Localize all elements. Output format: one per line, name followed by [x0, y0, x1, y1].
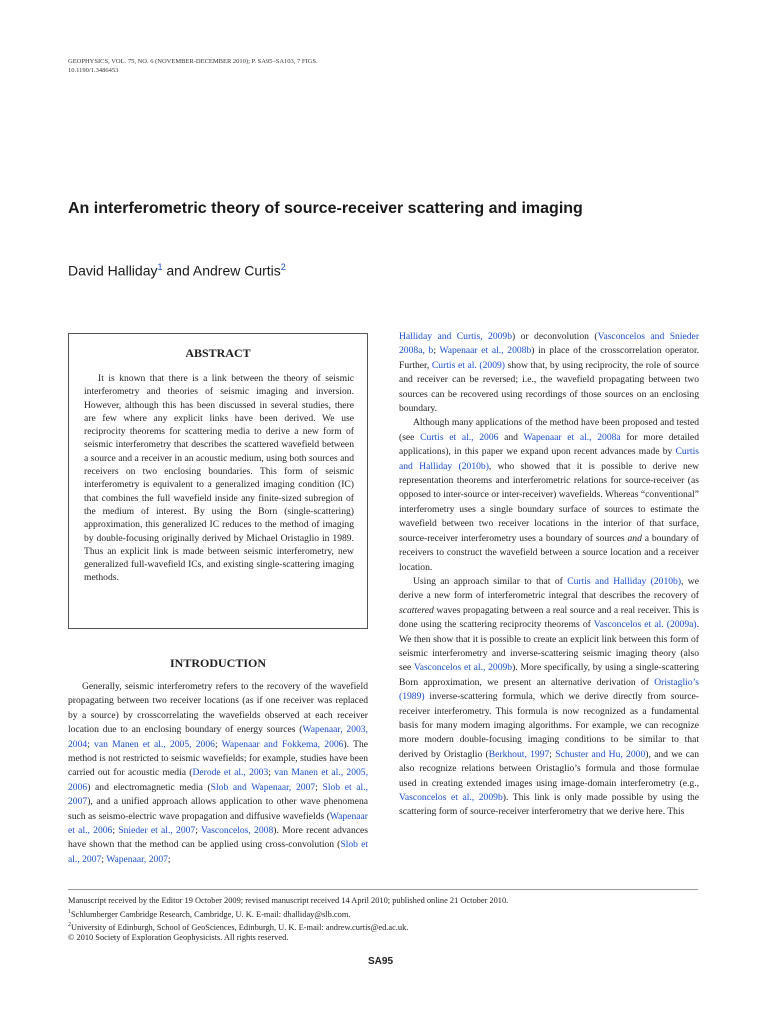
introduction-heading: INTRODUCTION: [169, 656, 266, 670]
citation-link[interactable]: Schuster and Hu, 2000: [555, 748, 646, 760]
emphasis-text: scattered: [399, 604, 434, 616]
affiliation-2-text: University of Edinburgh, School of GeoSciences, Edinburgh, U. K. E-mail: andrew.curtis@ed.ac.uk.: [71, 922, 409, 932]
citation-link[interactable]: van Manen et al., 2005, 2006: [94, 738, 215, 750]
citation-link[interactable]: Wapenaar, 2003, 2004: [68, 724, 369, 750]
citation-link[interactable]: Vasconcelos et al., 2009b: [413, 662, 513, 674]
citation-link[interactable]: Slob and Wapenaar, 2007: [210, 781, 316, 793]
emphasis-text: and: [627, 532, 642, 544]
intro-paragraph-continued: Halliday and Curtis, 2009b) or deconvolution (Vasconcelos and Snieder 2008a, b; Wapenaar et al., 2008b) in place of the crosscorrelation operator. Further, Curtis et al. (2009) show that, by using reciprocity, the role of source and receiver can be reversed; i.e., the wavefield propagating between two sources can be recovered using recordings of those sources on an enclosing boundary.: [399, 331, 700, 415]
citation-link[interactable]: Vasconcelos et al. (2009a): [593, 619, 697, 631]
citation-link[interactable]: Slob et al., 2007: [68, 781, 368, 808]
doi-line: 10.1190/1.3486453: [68, 67, 119, 74]
citation-link[interactable]: Halliday and Curtis, 2009b: [399, 331, 513, 342]
author-2: Andrew Curtis: [192, 262, 281, 279]
affiliation-2: [68, 920, 508, 933]
paper-title: An interferometric theory of source-receiver scattering and imaging: [68, 200, 583, 217]
citation-link[interactable]: Wapenaar et al., 2008a: [523, 431, 621, 443]
author-1-affiliation-mark[interactable]: 1: [157, 262, 163, 272]
citation-link[interactable]: Curtis and Halliday (2010b): [399, 446, 699, 472]
author-1: David Halliday: [68, 262, 158, 279]
abstract-heading: ABSTRACT: [185, 346, 251, 360]
journal-citation-line: GEOPHYSICS, VOL. 75, NO. 6 (NOVEMBER-DECEMBER 2010); P. SA95–SA103, 7 FIGS.: [68, 58, 318, 65]
citation-link[interactable]: Berkhout, 1997: [488, 748, 550, 760]
citation-link[interactable]: Slob et al., 2007: [68, 839, 368, 865]
affiliation-1: [68, 907, 508, 920]
citation-link[interactable]: Wapenaar, 2007: [106, 853, 168, 865]
citation-link[interactable]: van Manen et al., 2005, 2006: [68, 767, 368, 793]
intro-paragraph-3: Using an approach similar to that of Curtis and Halliday (2010b), we derive a new form of interferometric integral that describes the recovery of scattered waves propagating between a real source and a real receiver. This is done using the scattering reciprocity theorems of Vasconcelos et al. (2009a). We then show that it is possible to create an explicit link between this form of seismic interferometry and inverse-scattering seismic imaging theory (also see Vasconcelos et al., 2009b). More specifically, by using a single-scattering Born approximation, we present an alternative derivation of Oristaglio’s (1989) inverse-scattering formula, which we derive directly from source-receiver interferometry. This formula is now recognized as a fundamental basis for many modern imaging algorithms. For example, we can recognize more modern double-focusing imaging conditions to be similar to that derived by Oristaglio (Berkhout, 1997; Schuster and Hu, 2000), and we can also recognize relations between Oristaglio’s formula and those formulae used in creating extended images using image-domain interferometry (e.g., Vasconcelos et al., 2009b). This link is only made possible by using the scattering form of source-receiver interferometry that we derive here. This: [399, 575, 700, 818]
citation-link[interactable]: Wapenaar and Fokkema, 2006: [221, 738, 344, 750]
author-2-affiliation-mark[interactable]: 2: [280, 262, 286, 272]
citation-link[interactable]: Vasconcelos and Snieder 2008a, b: [399, 331, 700, 357]
page-number: SA95: [368, 956, 394, 967]
citation-link[interactable]: Oristaglio’s (1989): [399, 676, 699, 703]
manuscript-received-note: Manuscript received by the Editor 19 October 2009; revised manuscript received 14 April 2010; published online 21 October 2010.: [68, 896, 509, 905]
author-conjunction: and: [162, 262, 193, 279]
citation-link[interactable]: Vasconcelos, 2008: [200, 825, 274, 837]
abstract-paragraph: It is known that there is a link between the theory of seismic interferometry and theories of seismic imaging and inversion. However, although this has been discussed in several studies, there are few where any explicit links have been derived. We use reciprocity theorems for scattering media to derive a new form of seismic interferometry that describes the scattered wavefield between a source and a receiver in an acoustic medium, using both sources and receivers on two enclosing boundaries. This form of seismic interferometry is equivalent to a generalized imaging condition (IC) that combines the full wavefield inside any finite-sized subregion of the medium of interest. By using the Born (single-scattering) approximation, this generalized IC reduces to the method of imaging by double-focusing originally derived by Michael Oristaglio in 1989. Thus an explicit link is made between seismic interferometry, new generalized full-wavefield ICs, and existing single-scattering imaging methods.: [84, 373, 354, 584]
left-column-body: [68, 680, 368, 867]
citation-link[interactable]: Snieder et al., 2007: [118, 825, 196, 837]
affiliation-1-mark: 1: [68, 908, 71, 915]
affiliation-1-text: Schlumberger Cambridge Research, Cambridge, U. K. E-mail: dhalliday@slb.com.: [71, 909, 351, 919]
citation-link[interactable]: Wapenaar et al., 2006: [68, 810, 368, 837]
citation-link[interactable]: Wapenaar et al., 2008b: [439, 345, 532, 357]
author-line: [68, 262, 286, 279]
footnote-divider: [68, 889, 698, 890]
footnotes: [68, 896, 508, 944]
abstract-body: [84, 372, 354, 585]
citation-link[interactable]: Curtis et al., 2006: [420, 431, 499, 443]
abstract-box: [68, 333, 368, 629]
intro-paragraph-2: Although many applications of the method have been proposed and tested (see Curtis et al., 2006 and Wapenaar et al., 2008a for more detailed applications), in this paper we expand upon recent advances made by Curtis and Halliday (2010b), who showed that it is possible to derive new representation theorems and interferometric relations for source-receiver (as opposed to inter-source or inter-receiver) wavefields. Whereas “conventional” interferometry uses a single boundary surface of sources to estimate the wavefield between two receiver locations in the interior of that surface, source-receiver interferometry uses a boundary of sources and a boundary of receivers to construct the wavefield between a source location and a receiver location.: [399, 417, 699, 573]
right-column-body: [399, 330, 699, 820]
citation-link[interactable]: Vasconcelos et al., 2009b: [399, 792, 503, 803]
journal-header: [68, 57, 318, 75]
intro-paragraph-1: Generally, seismic interferometry refers to the recovery of the wavefield propagating between two receiver locations (as if one receiver was replaced by a source) by crosscorrelating the wavefields observed at each receiver location due to an enclosing boundary of energy sources (Wapenaar, 2003, 2004; van Manen et al., 2005, 2006; Wapenaar and Fokkema, 2006). The method is not restricted to seismic wavefields; for example, studies have been carried out for acoustic media (Derode et al., 2003; van Manen et al., 2005, 2006) and electromagnetic media (Slob and Wapenaar, 2007; Slob et al., 2007), and a unified approach allows application to other wave phenomena such as seismo-electric wave propagation and diffusive wavefields (Wapenaar et al., 2006; Snieder et al., 2007; Vasconcelos, 2008). More recent advances have shown that the method can be applied using cross-convolution (Slob et al., 2007; Wapenaar, 2007;: [68, 681, 369, 865]
copyright-line: © 2010 Society of Exploration Geophysicists. All rights reserved.: [68, 933, 289, 943]
citation-link[interactable]: Curtis et al. (2009): [431, 359, 506, 371]
affiliation-2-mark: 2: [68, 921, 71, 928]
citation-link[interactable]: Derode et al., 2003: [192, 767, 269, 779]
citation-link[interactable]: Curtis and Halliday (2010b): [567, 575, 682, 587]
